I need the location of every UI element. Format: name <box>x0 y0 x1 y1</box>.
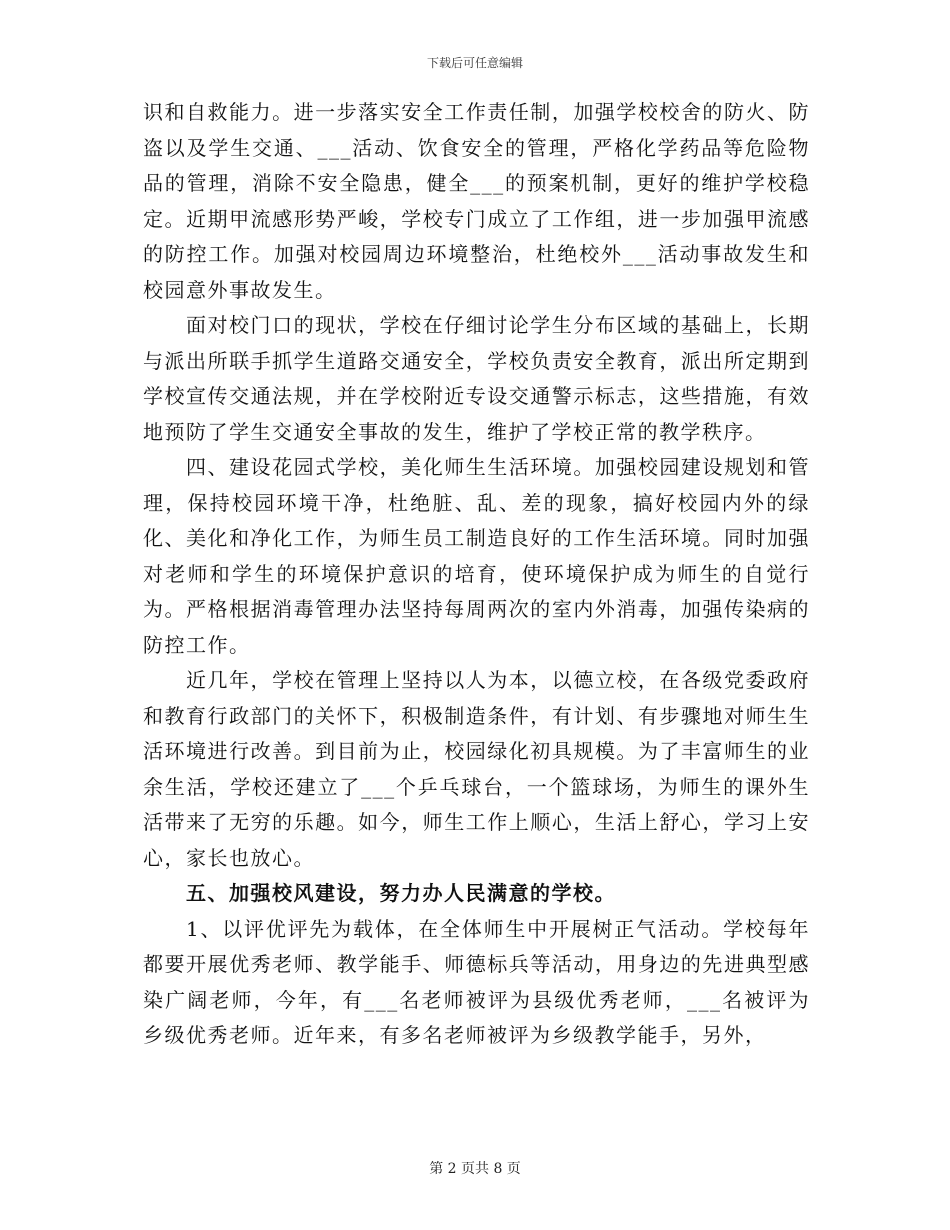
document-body <box>143 95 810 1054</box>
paragraph-1: 识和自救能力。进一步落实安全工作责任制，加强学校校舍的防火、防盗以及学生交通、___活动、饮食安全的管理，严格化学药品等危险物品的管理，消除不安全隐患，健全___的预案机制，更好的维护学校稳定。近期甲流感形势严峻，学校专门成立了工作组，进一步加强甲流感的防控工作。加强对校园周边环境整治，杜绝校外___活动事故发生和校园意外事故发生。 <box>143 100 810 302</box>
page-footer: 第 2 页共 8 页 <box>429 1161 521 1177</box>
paragraph-3: 四、建设花园式学校，美化师生生活环境。加强校园建设规划和管理，保持校园环境干净，杜绝脏、乱、差的现象，搞好校园内外的绿化、美化和净化工作，为师生员工制造良好的工作生活环境。同时加强对老师和学生的环境保护意识的培育，使环境保护成为师生的自觉行为。严格根据消毒管理办法坚持每周两次的室内外消毒，加强传染病的防控工作。 <box>143 455 810 657</box>
section-heading: 五、加强校风建设，努力办人民满意的学校。 <box>186 881 616 905</box>
paragraph-2: 面对校门口的现状，学校在仔细讨论学生分布区域的基础上，长期与派出所联手抓学生道路交通安全，学校负责安全教育，派出所定期到学校宣传交通法规，并在学校附近专设交通警示标志，这些措施，有效地预防了学生交通安全事故的发生，维护了学校正常的教学秩序。 <box>143 313 810 444</box>
page-header: 下载后可任意编辑 <box>426 56 523 70</box>
paragraph-5: 1、以评优评先为载体，在全体师生中开展树正气活动。学校每年都要开展优秀老师、教学能手、师德标兵等活动，用身边的先进典型感染广阔老师，今年，有___名老师被评为县级优秀老师，___名被评为乡级优秀老师。近年来，有多名老师被评为乡级教学能手，另外， <box>143 916 810 1047</box>
paragraph-4: 近几年，学校在管理上坚持以人为本，以德立校，在各级党委政府和教育行政部门的关怀下，积极制造条件，有计划、有步骤地对师生生活环境进行改善。到目前为止，校园绿化初具规模。为了丰富师生的业余生活，学校还建立了___个乒乓球台，一个篮球场，为师生的课外生活带来了无穷的乐趣。如今，师生工作上顺心，生活上舒心，学习上安心，家长也放心。 <box>143 668 810 870</box>
